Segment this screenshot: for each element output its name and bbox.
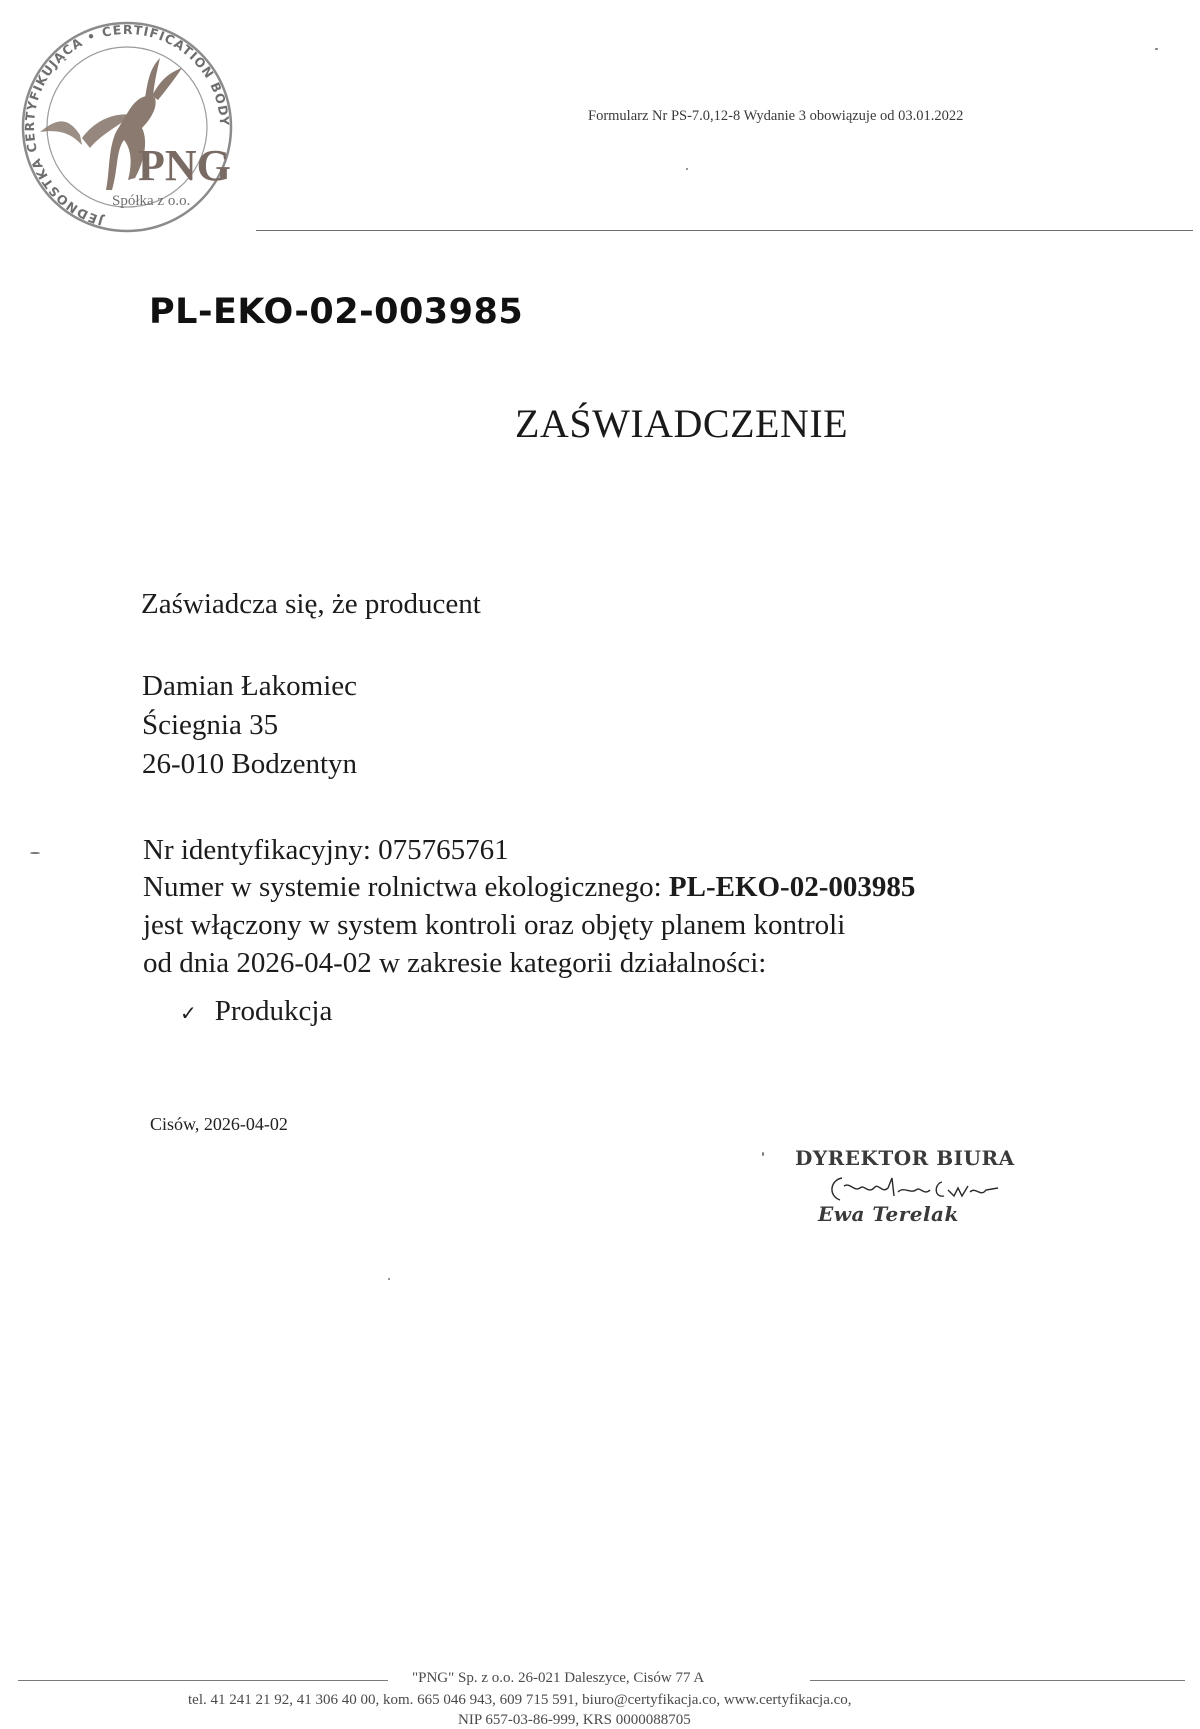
activity-list-item xyxy=(180,995,332,1028)
eco-system-label: Numer w systemie rolnictwa ekologicznego: xyxy=(143,871,669,903)
scan-speck xyxy=(30,852,40,854)
identification-number-line: Nr identyfikacyjny: 075765761 xyxy=(143,834,509,866)
producer-street: Ściegnia 35 xyxy=(142,709,279,741)
eco-system-number-line xyxy=(143,871,915,904)
producer-city: 26-010 Bodzentyn xyxy=(142,748,358,780)
certificate-number: PL-EKO-02-003985 xyxy=(149,292,524,332)
footer-contact: tel. 41 241 21 92, 41 306 40 00, kom. 665 046 943, 609 715 591, biuro@certyfikacja.co, www.certyfikacja.co, xyxy=(188,1692,852,1708)
checkmark-icon: ✓ xyxy=(180,1002,197,1025)
included-in-control-line: jest włączony w system kontroli oraz objęty planem kontroli xyxy=(143,909,846,941)
place-and-date: Cisów, 2026-04-02 xyxy=(150,1114,288,1134)
scan-speck xyxy=(762,1152,764,1156)
eco-system-number: PL-EKO-02-003985 xyxy=(668,871,916,903)
footer-company-address: "PNG" Sp. z o.o. 26-021 Daleszyce, Cisów 77 A xyxy=(412,1670,705,1686)
activity-date-line: od dnia 2026-04-02 w zakresie kategorii działalności: xyxy=(143,947,767,979)
stamp-title: DYREKTOR BIURA xyxy=(795,1146,1015,1170)
producer-name: Damian Łakomiec xyxy=(142,670,357,702)
footer-registration: NIP 657-03-86-999, KRS 0000088705 xyxy=(458,1712,691,1728)
form-reference: Formularz Nr PS-7.0,12-8 Wydanie 3 obowiązuje od 03.01.2022 xyxy=(588,108,964,124)
scan-speck xyxy=(388,1278,390,1280)
activity-label: Produkcja xyxy=(214,995,333,1027)
png-certification-logo xyxy=(20,20,235,235)
stamp-name: Ewa Terelak xyxy=(818,1202,959,1226)
header-divider xyxy=(256,230,1193,231)
scan-speck xyxy=(1155,48,1158,50)
logo-ring-text: JEDNOSTKA CERTYFIKUJĄCA • CERTIFICATION BODY xyxy=(22,21,233,229)
document-title: ZAŚWIADCZENIE xyxy=(515,401,849,446)
logo-brand: PNG xyxy=(138,141,231,190)
scan-speck xyxy=(686,168,688,170)
footer-divider-left xyxy=(18,1680,388,1681)
intro-text: Zaświadcza się, że producent xyxy=(141,588,481,620)
footer-divider-right xyxy=(810,1680,1185,1681)
logo-company-form: Spółka z o.o. xyxy=(112,193,191,209)
